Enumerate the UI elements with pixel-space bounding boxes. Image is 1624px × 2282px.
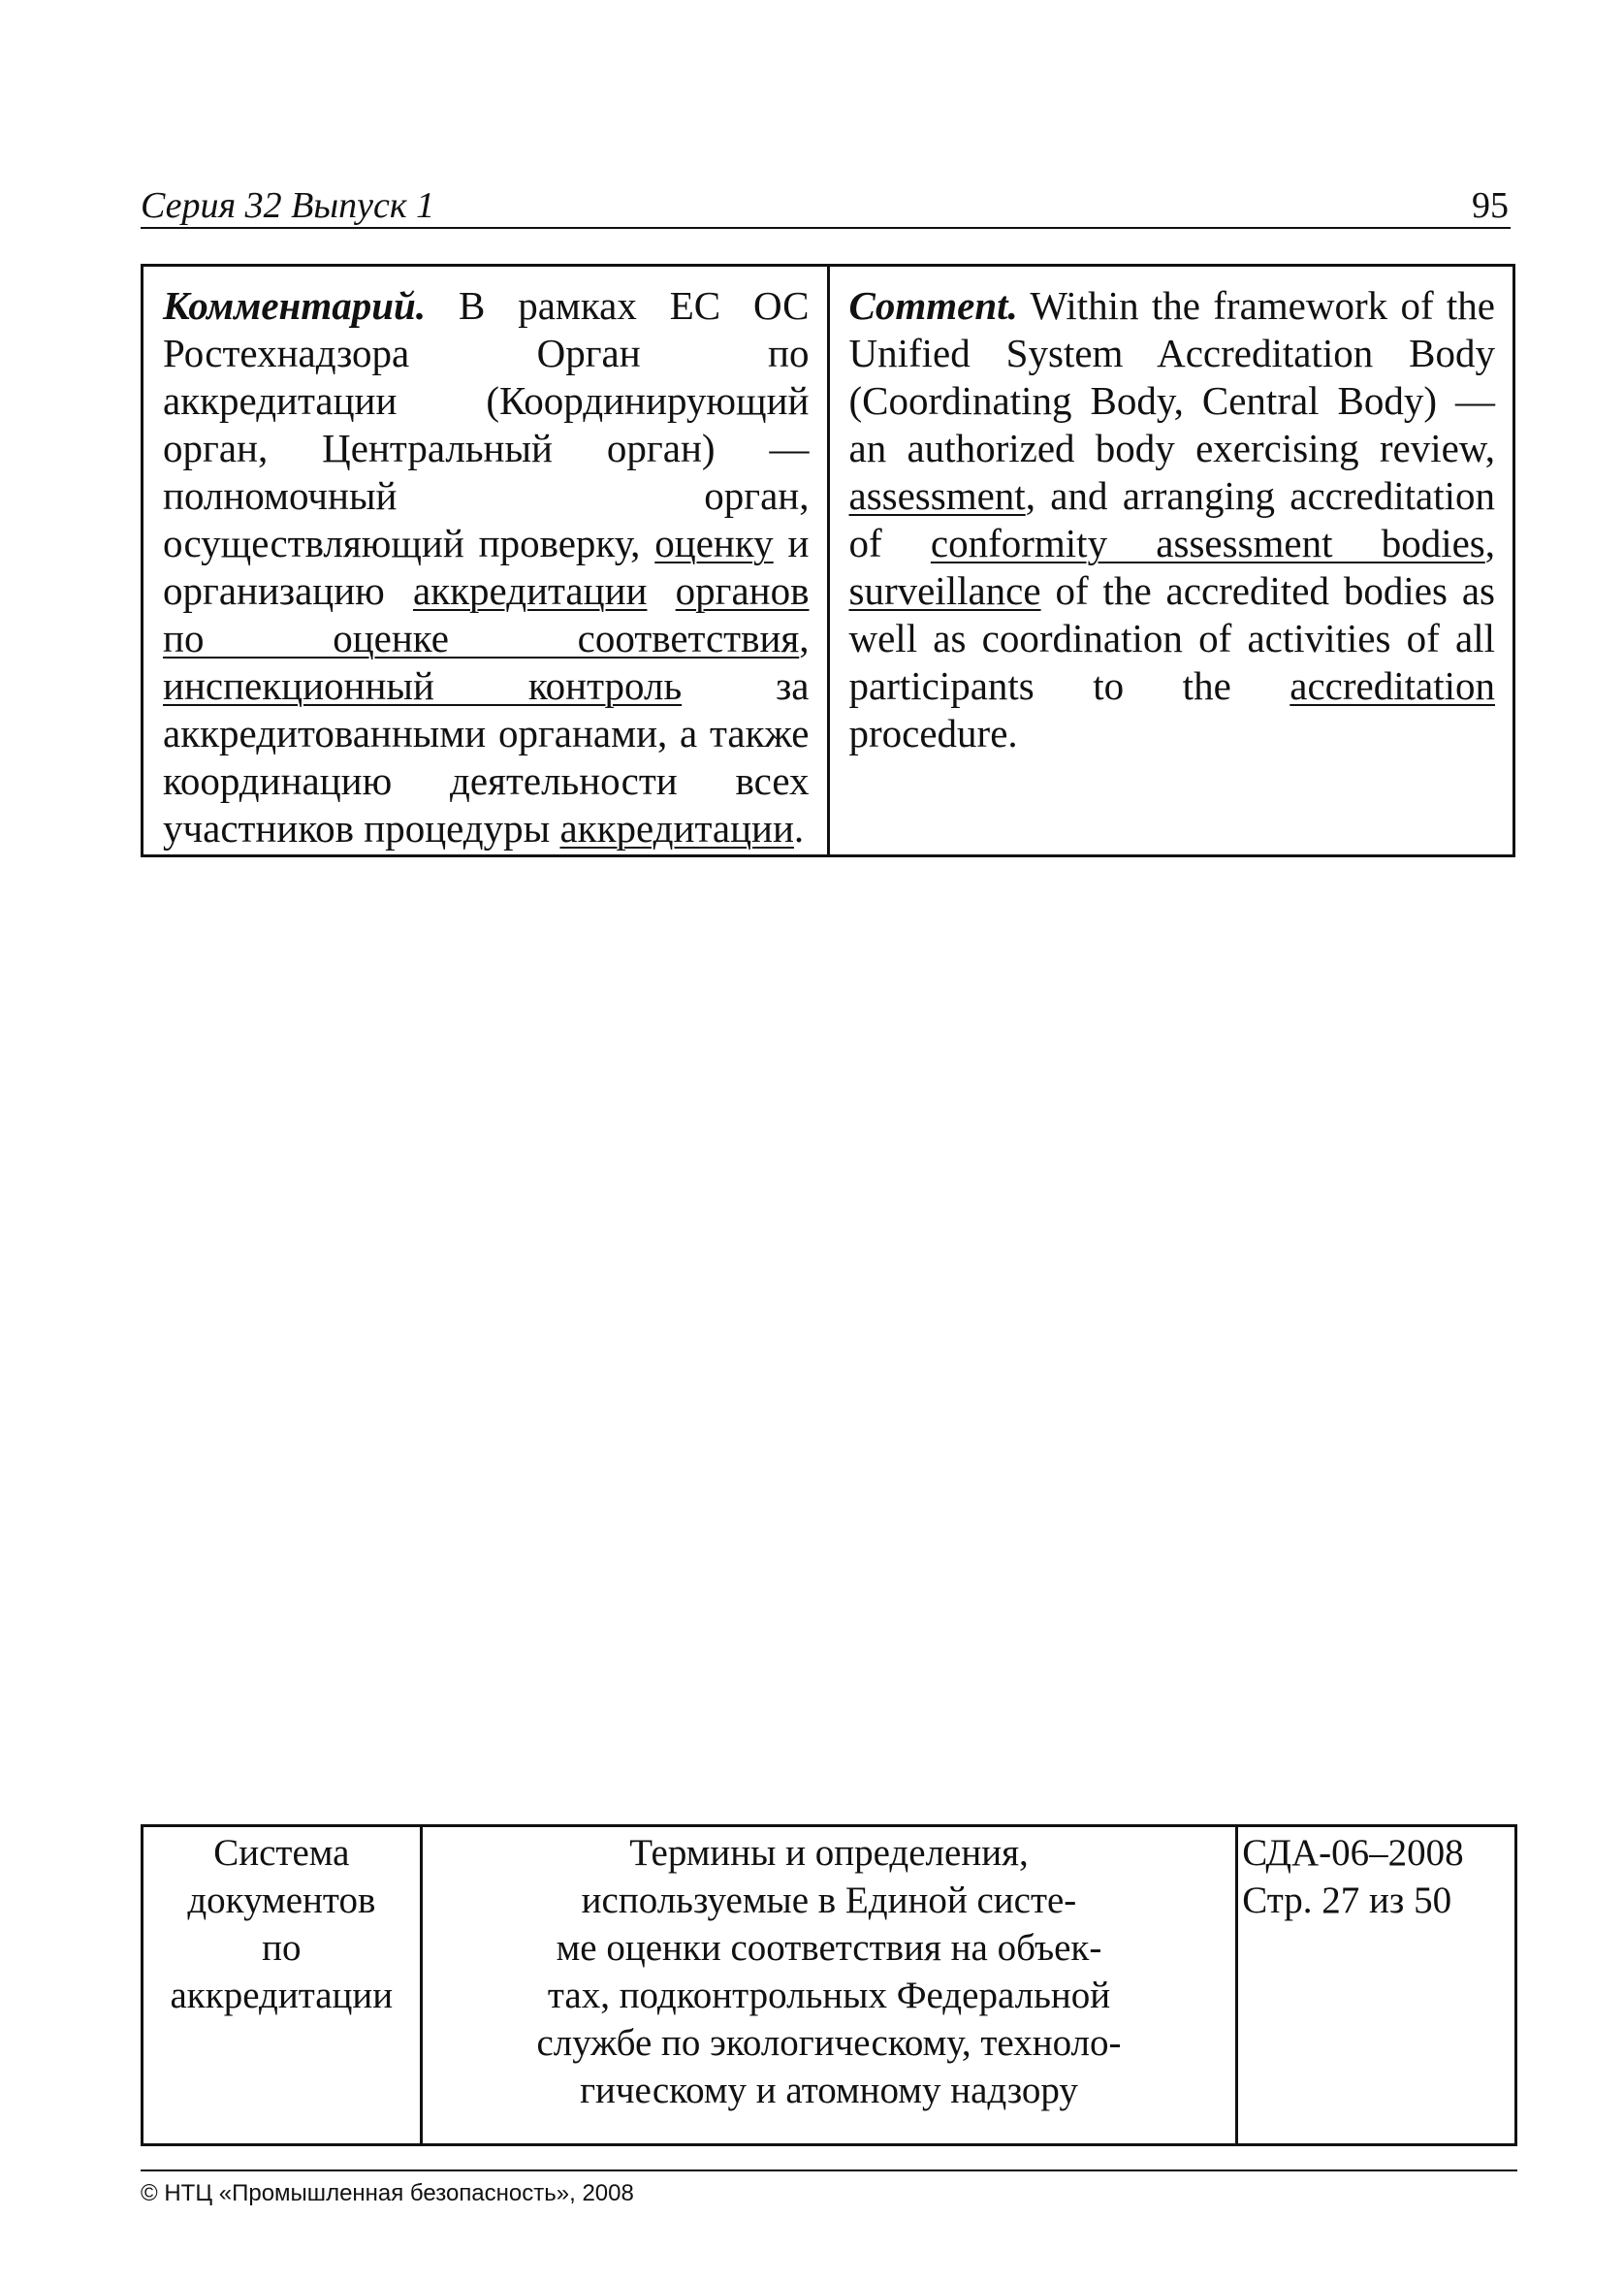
footer-title-line: ме оценки соответствия на объек- <box>556 1927 1102 1969</box>
page-indicator: Стр. 27 из 50 <box>1242 1880 1452 1921</box>
comment-en-text: , <box>1484 521 1496 565</box>
comment-en-text: Within the framework of the Unified System Accreditation Body (Coordinating Body, Central Body) — an authorized body exercising review, <box>848 283 1495 470</box>
term-link: органов по оценке соответствия <box>163 568 810 660</box>
comment-en-cell <box>828 266 1514 856</box>
comment-en-lead: Comment. <box>848 283 1018 328</box>
term-link: инспекционный контроль <box>163 663 683 708</box>
document-footer-table <box>141 1824 1517 2146</box>
term-link: оценку <box>654 521 774 565</box>
comment-en-text: procedure. <box>848 711 1018 755</box>
comment-table <box>141 264 1515 857</box>
footer-title-line: Термины и определения, <box>629 1832 1029 1874</box>
comment-ru-lead: Комментарий. <box>163 283 427 328</box>
footer-system-line: Система документов <box>187 1832 376 1921</box>
comment-ru-text <box>647 568 675 613</box>
footer-title-line: используемые в Единой систе- <box>581 1880 1077 1921</box>
footer-system-line: по аккредитации <box>170 1927 394 2016</box>
comment-en-text: of the accredited bodies as well as coordination of activities of all participants to the <box>848 568 1495 708</box>
footer-system-cell <box>143 1826 422 2145</box>
footer-title-line: службе по экологическому, техноло- <box>536 2022 1122 2064</box>
comment-en-text: , and arranging accreditation of <box>848 473 1495 565</box>
comment-ru-text: и организацию <box>163 521 810 613</box>
footer-title-line: гическому и атомному надзору <box>580 2070 1078 2111</box>
series-title: Серия 32 Выпуск 1 <box>141 185 435 226</box>
term-link: assessment <box>848 473 1026 518</box>
comment-ru-cell <box>143 266 829 856</box>
comment-ru-text: за аккредитованными органами, а также координацию деятельности всех участников процедуры <box>163 663 810 851</box>
footer-divider <box>141 2170 1517 2171</box>
term-link: аккредитации <box>559 806 794 851</box>
comment-ru-text: В рамках ЕС ОС Ростехнадзора Орган по аккредитации (Координирующий орган, Центральный орган) — полномочный орган, осуществляющий проверку, <box>163 283 810 565</box>
comment-ru-text: . <box>793 806 805 851</box>
term-link: accreditation <box>1290 663 1495 708</box>
page-number: 95 <box>1472 185 1509 226</box>
document-code: СДА-06–2008 <box>1242 1832 1464 1874</box>
comment-ru-text: , <box>799 616 810 660</box>
footer-title-cell <box>421 1826 1237 2145</box>
copyright-notice: © НТЦ «Промышленная безопасность», 2008 <box>141 2180 634 2206</box>
term-link: аккредитации <box>413 568 648 613</box>
footer-code-cell <box>1237 1826 1516 2145</box>
term-link: surveillance <box>848 568 1041 613</box>
footer-title-line: тах, подконтрольных Федеральной <box>547 1975 1111 2016</box>
running-header <box>141 184 1511 229</box>
term-link: conformity assessment bodies <box>930 521 1485 565</box>
